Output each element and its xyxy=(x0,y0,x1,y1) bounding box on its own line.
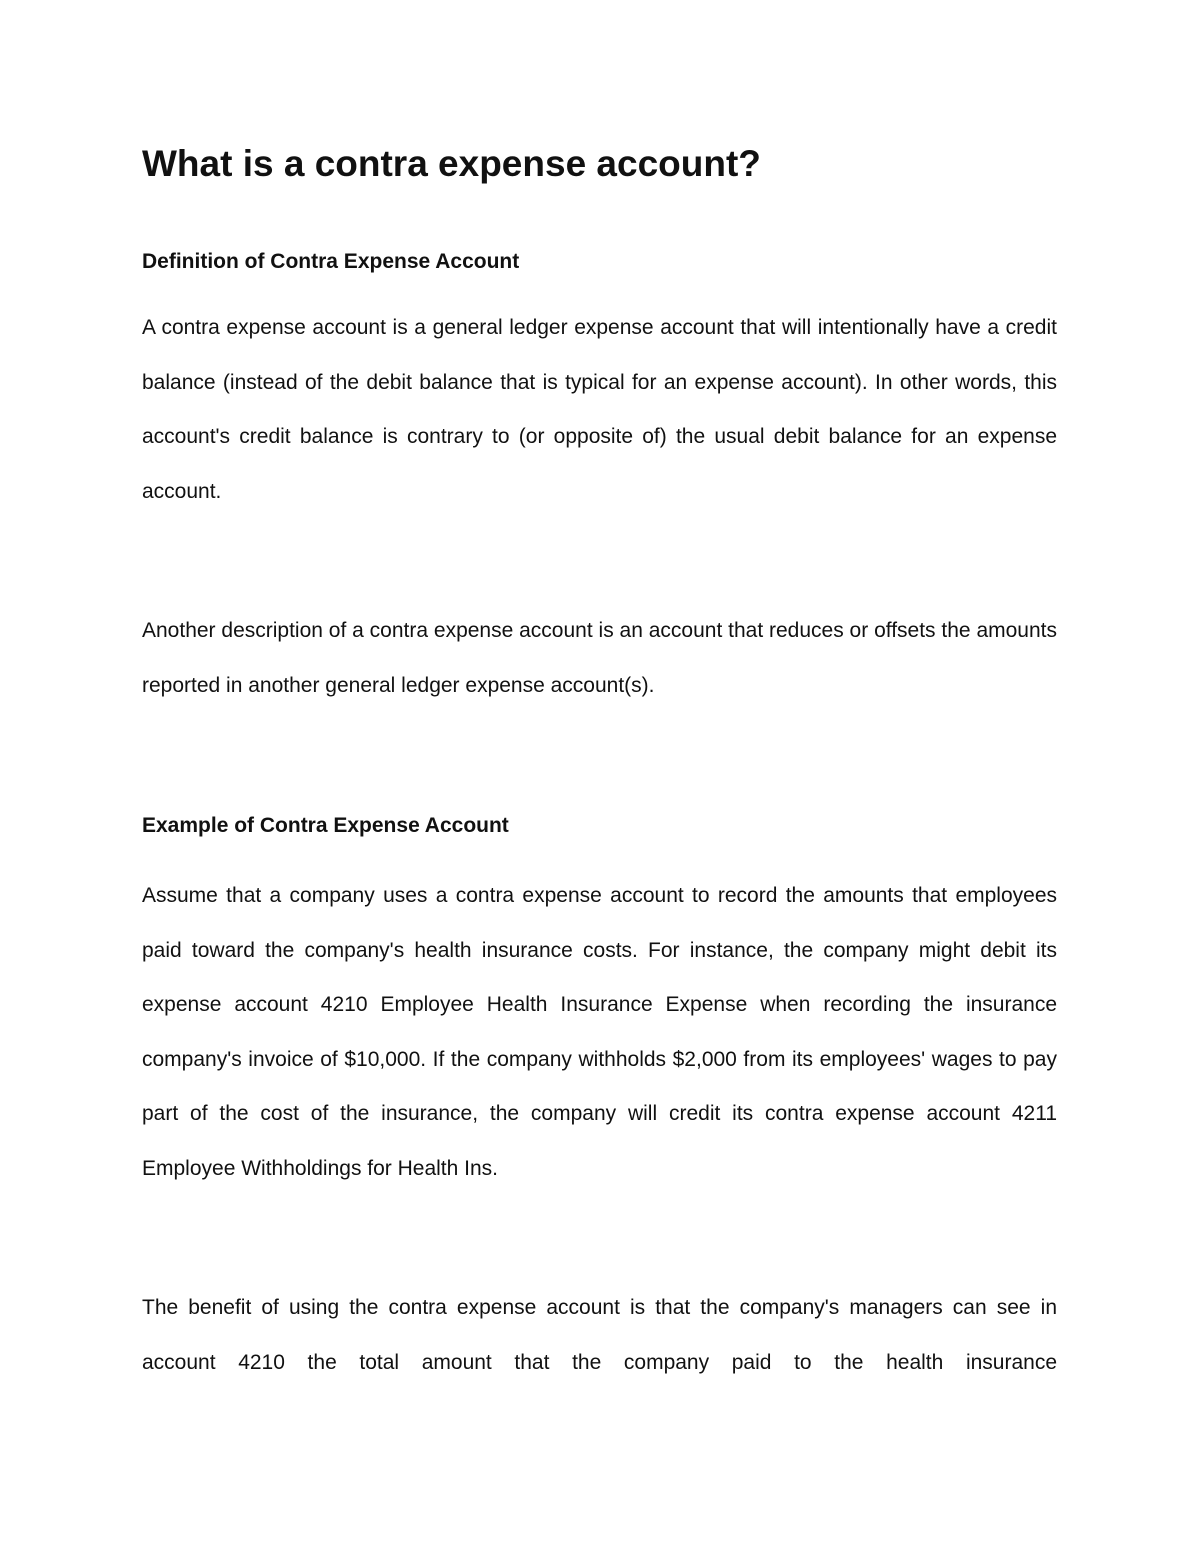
paragraph-example: Assume that a company uses a contra expense account to record the amounts that employees paid toward the company's health insurance costs. For instance, the company might debit its expense account 4210 Employee Health Insurance Expense when recording the insurance company's invoice of $10,000. If the company withholds $2,000 from its employees' wages to pay part of the cost of the insurance, the company will credit its contra expense account 4211 Employee Withholdings for Health Ins. xyxy=(142,884,1057,1180)
paragraph-definition: A contra expense account is a general ledger expense account that will intentionally have a credit balance (instead of the debit balance that is typical for an expense account). In other words, this account's credit balance is contrary to (or opposite of) the usual debit balance for an expense account. xyxy=(142,316,1057,503)
paragraph-another-description: Another description of a contra expense account is an account that reduces or offsets the amounts reported in another general ledger expense account(s). xyxy=(142,619,1057,697)
section-heading-example: Example of Contra Expense Account xyxy=(142,814,509,837)
document-body xyxy=(142,140,1057,1390)
document-title: What is a contra expense account? xyxy=(142,143,761,184)
section-heading-definition: Definition of Contra Expense Account xyxy=(142,250,520,273)
paragraph-benefit: The benefit of using the contra expense account is that the company's managers can see in account 4210 the total amount that the company paid to the health insurance xyxy=(142,1296,1057,1374)
